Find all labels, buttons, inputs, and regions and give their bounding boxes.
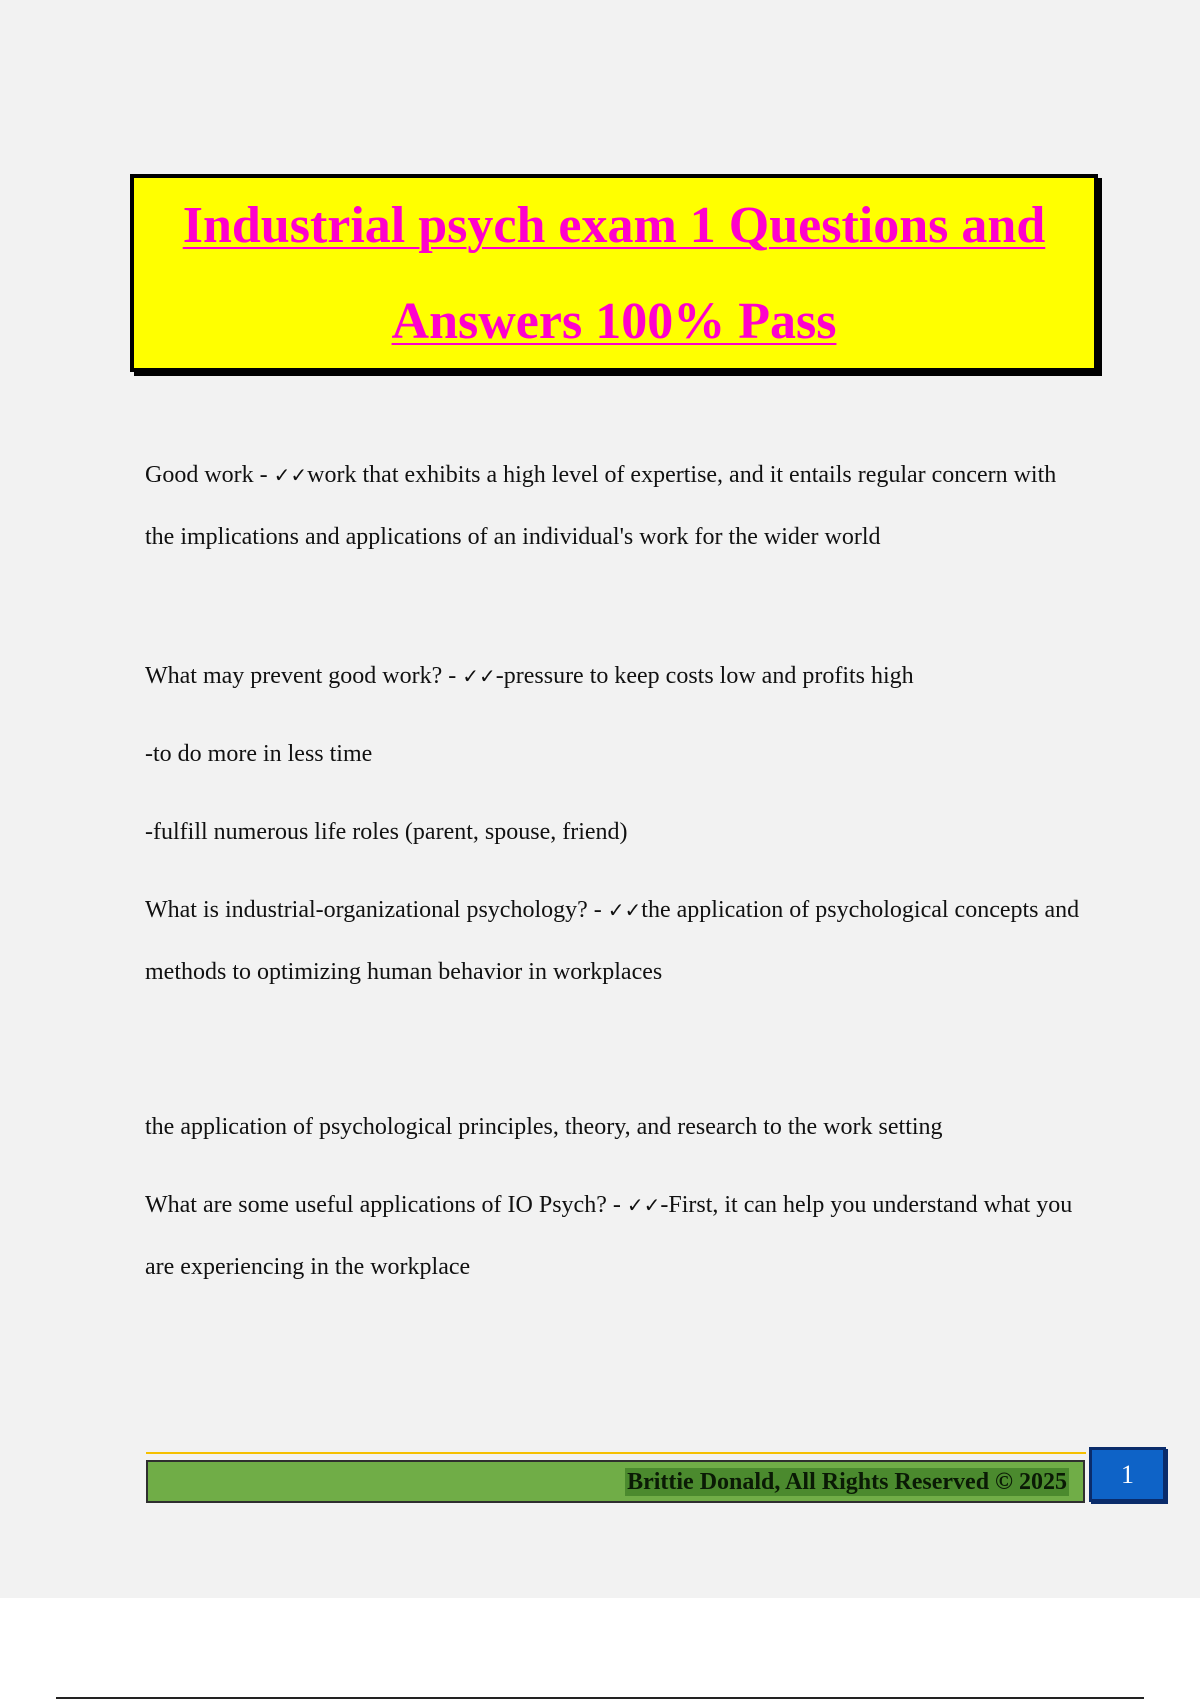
qa-paragraph-io-applications <box>145 1174 1085 1298</box>
qa-paragraph-io-psychology <box>145 879 1085 1003</box>
question-text: What may prevent good work? - <box>145 663 463 689</box>
footer-divider <box>146 1452 1086 1454</box>
footer-bar <box>146 1460 1085 1503</box>
answer-text: -pressure to keep costs low and profits high <box>495 663 914 689</box>
title-banner <box>130 174 1098 372</box>
check-mark-icon: ✓✓ <box>626 1193 661 1217</box>
document-title-line-2: Answers 100% Pass <box>391 293 837 350</box>
list-item-less-time: -to do more in less time <box>145 741 373 767</box>
question-text: What is industrial-organizational psychology? - <box>145 897 608 923</box>
check-mark-icon: ✓✓ <box>462 664 496 688</box>
question-text: Good work - <box>145 462 274 488</box>
answer-text: the application of psychological concepts and methods to optimizing human behavior in workplaces <box>145 897 1080 985</box>
answer-text: -First, it can help you understand what you are experiencing in the workplace <box>145 1192 1073 1280</box>
page-bottom-rule <box>56 1697 1144 1699</box>
qa-paragraph-prevent-good-work <box>145 645 1085 707</box>
page-number-badge: 1 <box>1089 1447 1166 1502</box>
list-item-life-roles: -fulfill numerous life roles (parent, spouse, friend) <box>145 819 628 845</box>
paragraph-io-definition: the application of psychological principles, theory, and research to the work setting <box>145 1114 943 1140</box>
check-mark-icon: ✓✓ <box>607 898 642 922</box>
check-mark-icon: ✓✓ <box>273 463 308 487</box>
footer-copyright: Brittie Donald, All Rights Reserved © 2025 <box>627 1469 1067 1495</box>
document-title-line-1: Industrial psych exam 1 Questions and <box>182 197 1046 254</box>
answer-text: work that exhibits a high level of expertise, and it entails regular concern with the implications and applications of an individual's work for the wider world <box>145 462 1057 550</box>
qa-paragraph-good-work <box>145 444 1085 568</box>
question-text: What are some useful applications of IO Psych? - <box>145 1192 627 1218</box>
